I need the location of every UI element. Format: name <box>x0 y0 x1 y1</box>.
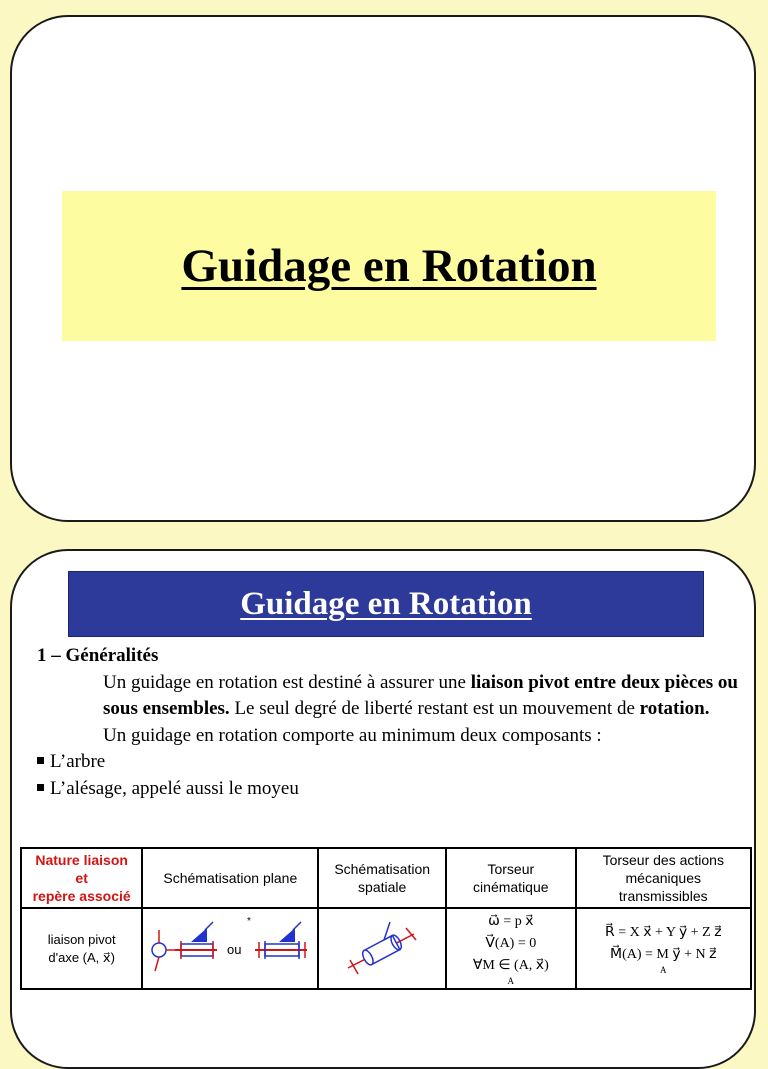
header-actions: Torseur des actions mécaniques transmissibles <box>576 848 751 908</box>
slide-content <box>37 643 753 802</box>
pivot-spatial-schema-icon <box>342 916 422 978</box>
asterisk-mark: * <box>247 916 252 927</box>
act-resultant: R⃗ = X x⃗ + Y y⃗ + Z z⃗ <box>604 925 722 940</box>
paragraph-2: Un guidage en rotation comporte au minimum deux composants : <box>103 724 602 746</box>
act-subscript: A <box>660 965 667 975</box>
cell-plane-schema <box>142 908 318 989</box>
or-label: ou <box>227 942 242 957</box>
header-plane: Schématisation plane <box>142 848 318 908</box>
cell-kinematic-torseur <box>446 908 576 989</box>
header-kinematic: Torseur cinématique <box>446 848 576 908</box>
pivot-plane-schema-icon <box>147 916 313 978</box>
table-header-row <box>21 848 751 908</box>
cell-spatial-schema <box>318 908 446 989</box>
kin-subscript: A <box>507 976 515 986</box>
liaison-table <box>20 847 752 990</box>
kin-omega: ω⃗ = p x⃗ <box>488 914 534 929</box>
header-spatial: Schématisation spatiale <box>318 848 446 908</box>
kin-velocity: V⃗(A) = 0 <box>485 936 537 951</box>
paragraph-1 <box>37 670 753 723</box>
table-row <box>21 908 751 989</box>
title-slide <box>10 15 756 522</box>
bullet-item: L’arbre <box>37 749 753 776</box>
slide-title: Guidage en Rotation <box>181 240 597 292</box>
bullet-square-icon <box>37 784 44 791</box>
para1-bold2: rotation. <box>639 698 710 719</box>
section-heading: 1 – Généralités <box>37 645 159 666</box>
para1-text: Un guidage en rotation est destiné à assurer une <box>103 671 471 693</box>
bullet-item: L’alésage, appelé aussi le moyeu <box>37 776 753 803</box>
slide-banner <box>68 571 704 637</box>
kin-forall: ∀M ∈ (A, x⃗) <box>472 958 549 973</box>
header-nature: Nature liaison et repère associé <box>21 848 142 908</box>
cell-liaison: liaison pivot d'axe (A, x⃗) <box>21 908 142 989</box>
act-moment: M⃗(A) = M y⃗ + N z⃗ <box>610 947 717 962</box>
para1-bold: liaison pivot entre deux pièces ou sous ensembles. <box>103 671 738 719</box>
content-slide <box>10 549 756 1069</box>
title-box <box>62 191 716 341</box>
banner-title: Guidage en Rotation <box>240 585 532 622</box>
para1-text2: Le seul degré de liberté restant est un mouvement de <box>229 698 640 719</box>
cell-actions-torseur <box>576 908 751 989</box>
bullet-square-icon <box>37 757 44 764</box>
